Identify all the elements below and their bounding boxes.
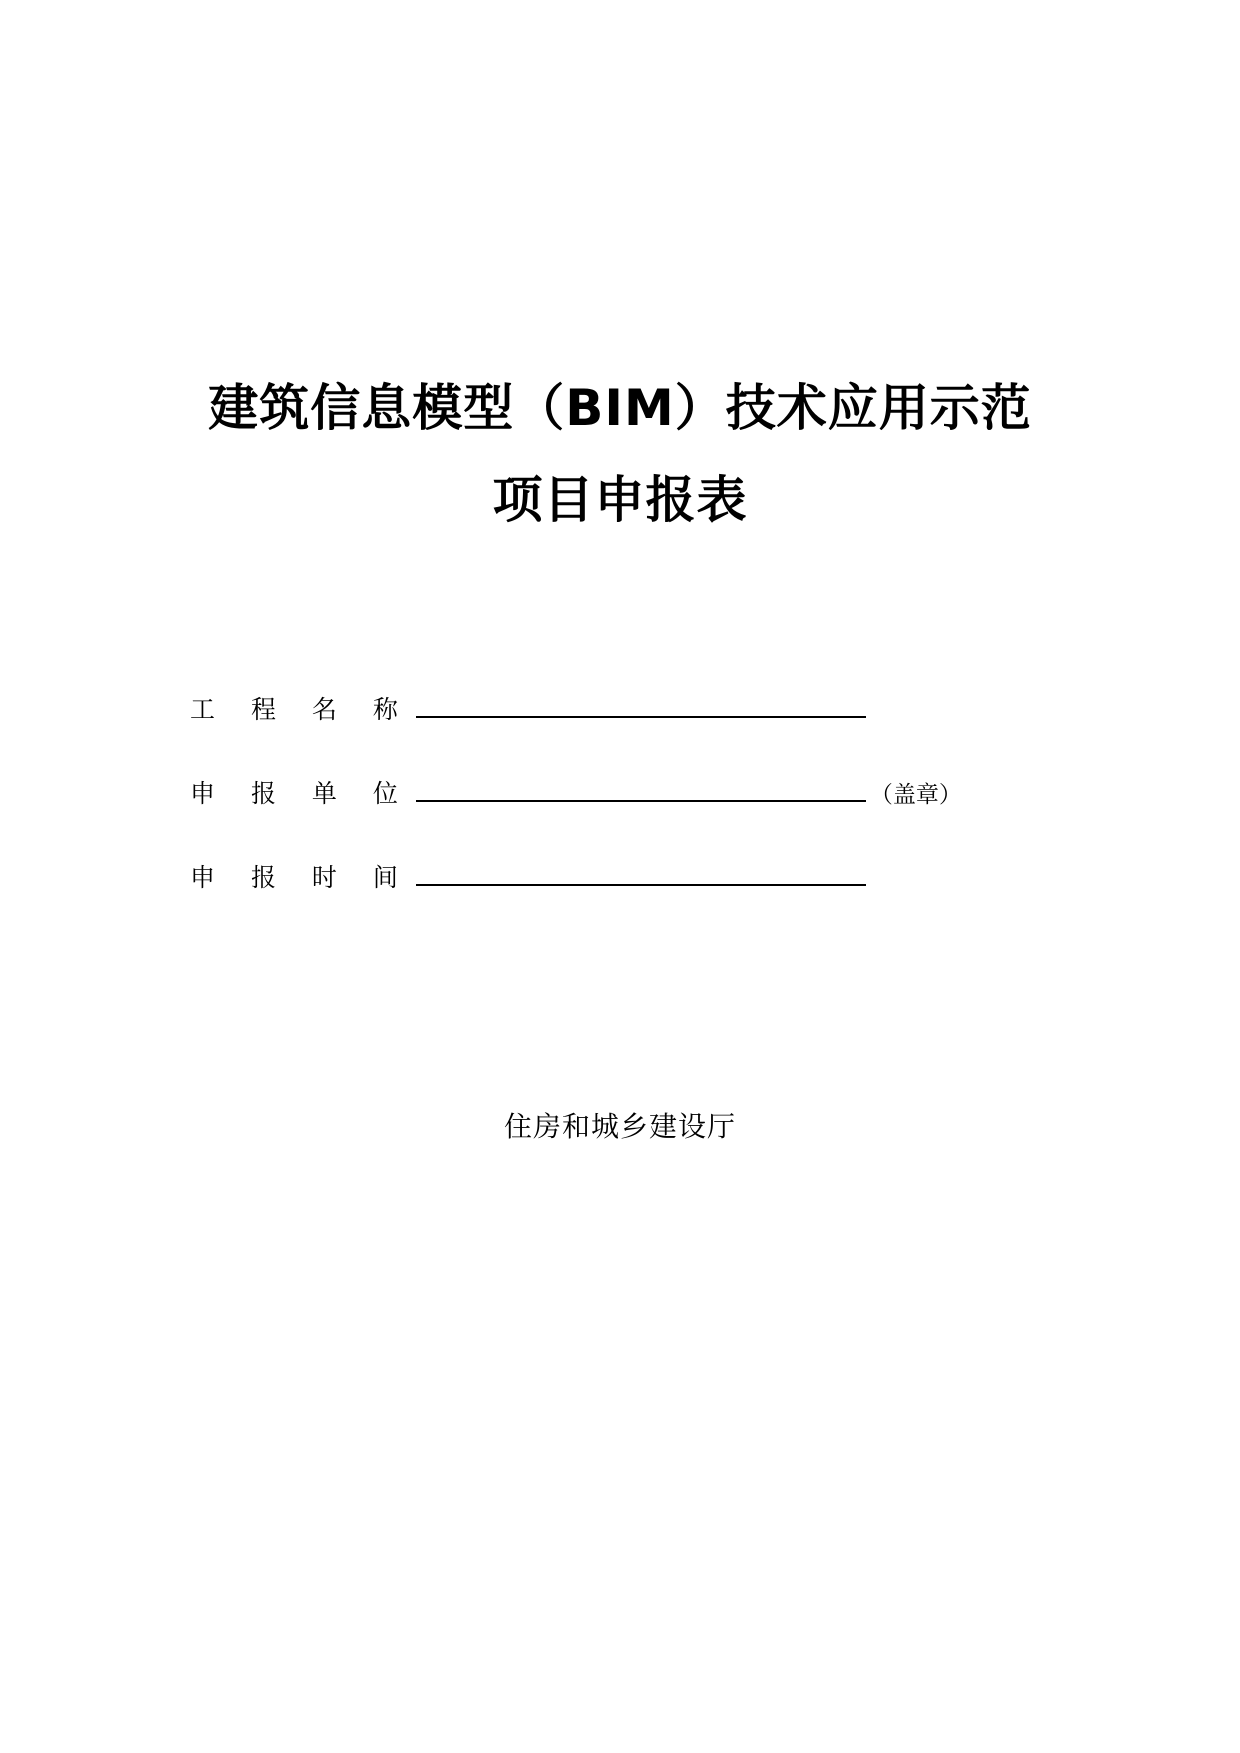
- field-suffix-applicant-unit-seal: （盖章）: [869, 782, 962, 808]
- field-label-application-date: 申 报 时 间: [190, 863, 412, 892]
- field-input-application-date[interactable]: [416, 854, 866, 886]
- field-input-applicant-unit[interactable]: [416, 770, 866, 802]
- field-row-application-date: [190, 854, 1050, 938]
- form-fields: [190, 686, 1050, 938]
- issuing-authority: 住房和城乡建设厅: [503, 1110, 736, 1143]
- field-input-project-name[interactable]: [416, 686, 866, 718]
- field-label-applicant-unit: 申 报 单 位: [190, 779, 412, 808]
- field-label-project-name: 工 程 名 称: [190, 695, 412, 724]
- title-line-2: 项目申报表: [492, 471, 748, 529]
- field-row-project-name: [190, 686, 1050, 770]
- page-title: [0, 362, 1240, 546]
- title-line-1: 建筑信息模型（BIM）技术应用示范: [208, 379, 1032, 437]
- field-row-applicant-unit: [190, 770, 1050, 854]
